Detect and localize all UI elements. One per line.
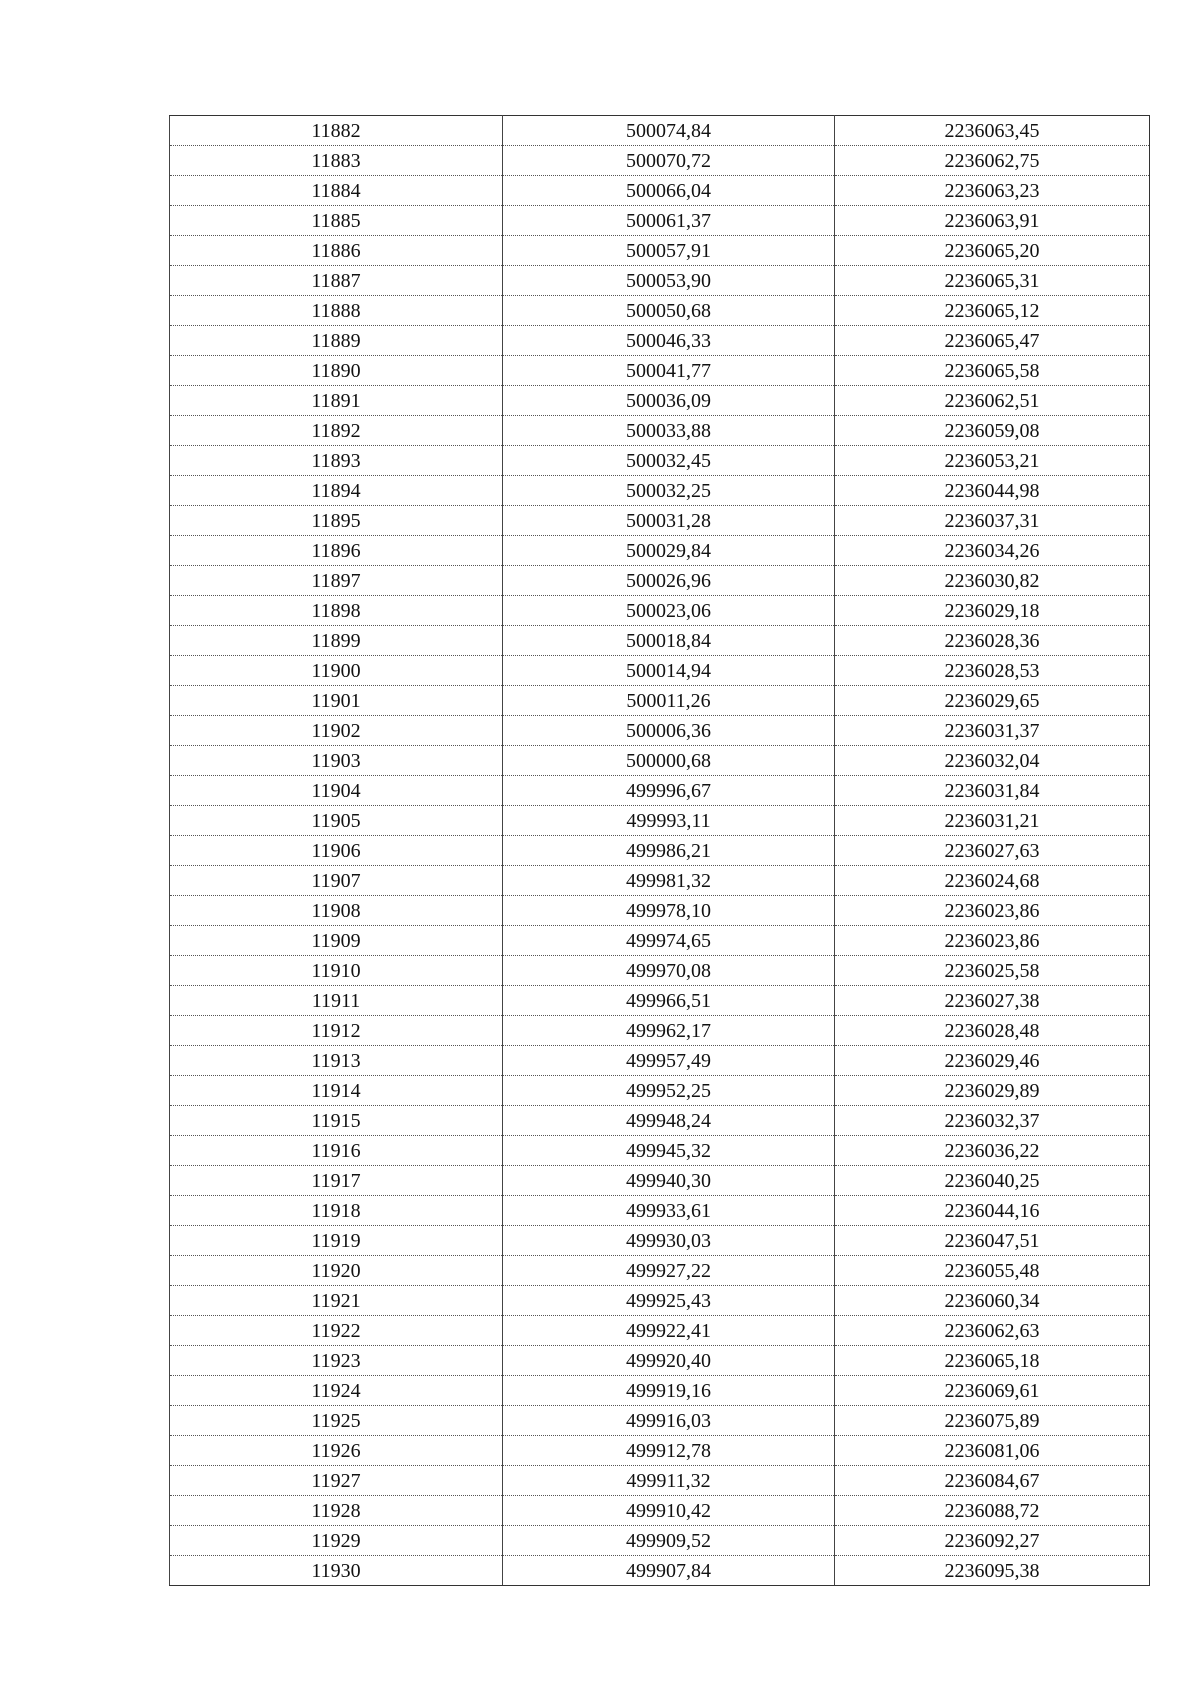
y-coordinate-cell: 2236030,82 — [835, 566, 1150, 596]
x-coordinate-cell: 500029,84 — [503, 536, 835, 566]
point-number-cell: 11911 — [170, 986, 503, 1016]
y-coordinate-cell: 2236065,47 — [835, 326, 1150, 356]
table-row — [170, 176, 1150, 206]
table-row — [170, 626, 1150, 656]
table-row — [170, 926, 1150, 956]
x-coordinate-cell: 499911,32 — [503, 1466, 835, 1496]
x-coordinate-cell: 499948,24 — [503, 1106, 835, 1136]
point-number-cell: 11902 — [170, 716, 503, 746]
point-number-cell: 11905 — [170, 806, 503, 836]
x-coordinate-cell: 499986,21 — [503, 836, 835, 866]
y-coordinate-cell: 2236088,72 — [835, 1496, 1150, 1526]
y-coordinate-cell: 2236095,38 — [835, 1556, 1150, 1586]
table-row — [170, 476, 1150, 506]
table-row — [170, 416, 1150, 446]
table-row — [170, 1526, 1150, 1556]
point-number-cell: 11896 — [170, 536, 503, 566]
x-coordinate-cell: 499970,08 — [503, 956, 835, 986]
x-coordinate-cell: 499966,51 — [503, 986, 835, 1016]
point-number-cell: 11907 — [170, 866, 503, 896]
y-coordinate-cell: 2236060,34 — [835, 1286, 1150, 1316]
point-number-cell: 11898 — [170, 596, 503, 626]
table-row — [170, 536, 1150, 566]
table-row — [170, 1376, 1150, 1406]
point-number-cell: 11883 — [170, 146, 503, 176]
point-number-cell: 11890 — [170, 356, 503, 386]
table-row — [170, 326, 1150, 356]
point-number-cell: 11904 — [170, 776, 503, 806]
x-coordinate-cell: 500033,88 — [503, 416, 835, 446]
table-row — [170, 686, 1150, 716]
point-number-cell: 11930 — [170, 1556, 503, 1586]
table-row — [170, 446, 1150, 476]
table-row — [170, 1016, 1150, 1046]
x-coordinate-cell: 499912,78 — [503, 1436, 835, 1466]
y-coordinate-cell: 2236027,63 — [835, 836, 1150, 866]
point-number-cell: 11894 — [170, 476, 503, 506]
point-number-cell: 11920 — [170, 1256, 503, 1286]
x-coordinate-cell: 500031,28 — [503, 506, 835, 536]
point-number-cell: 11909 — [170, 926, 503, 956]
point-number-cell: 11922 — [170, 1316, 503, 1346]
point-number-cell: 11926 — [170, 1436, 503, 1466]
y-coordinate-cell: 2236063,23 — [835, 176, 1150, 206]
y-coordinate-cell: 2236023,86 — [835, 896, 1150, 926]
table-row — [170, 1316, 1150, 1346]
y-coordinate-cell: 2236062,63 — [835, 1316, 1150, 1346]
point-number-cell: 11917 — [170, 1166, 503, 1196]
table-row — [170, 1286, 1150, 1316]
x-coordinate-cell: 499981,32 — [503, 866, 835, 896]
y-coordinate-cell: 2236062,75 — [835, 146, 1150, 176]
table-row — [170, 986, 1150, 1016]
point-number-cell: 11897 — [170, 566, 503, 596]
y-coordinate-cell: 2236028,53 — [835, 656, 1150, 686]
y-coordinate-cell: 2236069,61 — [835, 1376, 1150, 1406]
table-row — [170, 266, 1150, 296]
table-row — [170, 596, 1150, 626]
point-number-cell: 11886 — [170, 236, 503, 266]
table-row — [170, 806, 1150, 836]
point-number-cell: 11888 — [170, 296, 503, 326]
x-coordinate-cell: 499909,52 — [503, 1526, 835, 1556]
table-row — [170, 386, 1150, 416]
point-number-cell: 11916 — [170, 1136, 503, 1166]
y-coordinate-cell: 2236065,58 — [835, 356, 1150, 386]
point-number-cell: 11895 — [170, 506, 503, 536]
point-number-cell: 11903 — [170, 746, 503, 776]
table-row — [170, 1166, 1150, 1196]
y-coordinate-cell: 2236028,36 — [835, 626, 1150, 656]
x-coordinate-cell: 499945,32 — [503, 1136, 835, 1166]
x-coordinate-cell: 499910,42 — [503, 1496, 835, 1526]
point-number-cell: 11882 — [170, 116, 503, 146]
x-coordinate-cell: 500032,25 — [503, 476, 835, 506]
x-coordinate-cell: 499919,16 — [503, 1376, 835, 1406]
y-coordinate-cell: 2236062,51 — [835, 386, 1150, 416]
x-coordinate-cell: 500000,68 — [503, 746, 835, 776]
y-coordinate-cell: 2236084,67 — [835, 1466, 1150, 1496]
table-row — [170, 1106, 1150, 1136]
y-coordinate-cell: 2236053,21 — [835, 446, 1150, 476]
x-coordinate-cell: 499952,25 — [503, 1076, 835, 1106]
point-number-cell: 11899 — [170, 626, 503, 656]
x-coordinate-cell: 500041,77 — [503, 356, 835, 386]
table-row — [170, 146, 1150, 176]
x-coordinate-cell: 500018,84 — [503, 626, 835, 656]
x-coordinate-cell: 499916,03 — [503, 1406, 835, 1436]
y-coordinate-cell: 2236044,16 — [835, 1196, 1150, 1226]
table-row — [170, 896, 1150, 926]
point-number-cell: 11906 — [170, 836, 503, 866]
point-number-cell: 11929 — [170, 1526, 503, 1556]
point-number-cell: 11893 — [170, 446, 503, 476]
point-number-cell: 11892 — [170, 416, 503, 446]
y-coordinate-cell: 2236028,48 — [835, 1016, 1150, 1046]
x-coordinate-cell: 500050,68 — [503, 296, 835, 326]
table-row — [170, 656, 1150, 686]
x-coordinate-cell: 499957,49 — [503, 1046, 835, 1076]
y-coordinate-cell: 2236063,45 — [835, 116, 1150, 146]
table-row — [170, 866, 1150, 896]
x-coordinate-cell: 500006,36 — [503, 716, 835, 746]
point-number-cell: 11927 — [170, 1466, 503, 1496]
x-coordinate-cell: 499927,22 — [503, 1256, 835, 1286]
y-coordinate-cell: 2236092,27 — [835, 1526, 1150, 1556]
x-coordinate-cell: 500023,06 — [503, 596, 835, 626]
x-coordinate-cell: 500057,91 — [503, 236, 835, 266]
y-coordinate-cell: 2236047,51 — [835, 1226, 1150, 1256]
table-row — [170, 1136, 1150, 1166]
table-row — [170, 1346, 1150, 1376]
y-coordinate-cell: 2236075,89 — [835, 1406, 1150, 1436]
y-coordinate-cell: 2236065,18 — [835, 1346, 1150, 1376]
y-coordinate-cell: 2236065,12 — [835, 296, 1150, 326]
table-row — [170, 1466, 1150, 1496]
x-coordinate-cell: 499922,41 — [503, 1316, 835, 1346]
point-number-cell: 11900 — [170, 656, 503, 686]
x-coordinate-cell: 499962,17 — [503, 1016, 835, 1046]
point-number-cell: 11887 — [170, 266, 503, 296]
y-coordinate-cell: 2236031,21 — [835, 806, 1150, 836]
y-coordinate-cell: 2236027,38 — [835, 986, 1150, 1016]
x-coordinate-cell: 499933,61 — [503, 1196, 835, 1226]
y-coordinate-cell: 2236044,98 — [835, 476, 1150, 506]
y-coordinate-cell: 2236040,25 — [835, 1166, 1150, 1196]
x-coordinate-cell: 500070,72 — [503, 146, 835, 176]
table-row — [170, 296, 1150, 326]
point-number-cell: 11921 — [170, 1286, 503, 1316]
point-number-cell: 11928 — [170, 1496, 503, 1526]
x-coordinate-cell: 500014,94 — [503, 656, 835, 686]
table-row — [170, 1226, 1150, 1256]
table-row — [170, 956, 1150, 986]
point-number-cell: 11914 — [170, 1076, 503, 1106]
y-coordinate-cell: 2236023,86 — [835, 926, 1150, 956]
x-coordinate-cell: 500066,04 — [503, 176, 835, 206]
point-number-cell: 11924 — [170, 1376, 503, 1406]
x-coordinate-cell: 499974,65 — [503, 926, 835, 956]
table-row — [170, 506, 1150, 536]
point-number-cell: 11884 — [170, 176, 503, 206]
coordinates-table — [169, 115, 1150, 1586]
table-row — [170, 356, 1150, 386]
table-row — [170, 116, 1150, 146]
y-coordinate-cell: 2236063,91 — [835, 206, 1150, 236]
y-coordinate-cell: 2236029,18 — [835, 596, 1150, 626]
table-row — [170, 776, 1150, 806]
y-coordinate-cell: 2236029,65 — [835, 686, 1150, 716]
table-row — [170, 716, 1150, 746]
point-number-cell: 11885 — [170, 206, 503, 236]
y-coordinate-cell: 2236031,37 — [835, 716, 1150, 746]
table-row — [170, 1046, 1150, 1076]
table-row — [170, 236, 1150, 266]
x-coordinate-cell: 499920,40 — [503, 1346, 835, 1376]
y-coordinate-cell: 2236029,89 — [835, 1076, 1150, 1106]
y-coordinate-cell: 2236032,04 — [835, 746, 1150, 776]
x-coordinate-cell: 499978,10 — [503, 896, 835, 926]
y-coordinate-cell: 2236059,08 — [835, 416, 1150, 446]
x-coordinate-cell: 500074,84 — [503, 116, 835, 146]
y-coordinate-cell: 2236032,37 — [835, 1106, 1150, 1136]
y-coordinate-cell: 2236065,20 — [835, 236, 1150, 266]
point-number-cell: 11918 — [170, 1196, 503, 1226]
point-number-cell: 11915 — [170, 1106, 503, 1136]
table-row — [170, 1436, 1150, 1466]
point-number-cell: 11923 — [170, 1346, 503, 1376]
x-coordinate-cell: 500061,37 — [503, 206, 835, 236]
y-coordinate-cell: 2236025,58 — [835, 956, 1150, 986]
x-coordinate-cell: 500046,33 — [503, 326, 835, 356]
point-number-cell: 11910 — [170, 956, 503, 986]
y-coordinate-cell: 2236055,48 — [835, 1256, 1150, 1286]
point-number-cell: 11925 — [170, 1406, 503, 1436]
x-coordinate-cell: 500053,90 — [503, 266, 835, 296]
y-coordinate-cell: 2236065,31 — [835, 266, 1150, 296]
table-row — [170, 566, 1150, 596]
point-number-cell: 11913 — [170, 1046, 503, 1076]
x-coordinate-cell: 499930,03 — [503, 1226, 835, 1256]
table-row — [170, 746, 1150, 776]
x-coordinate-cell: 500026,96 — [503, 566, 835, 596]
x-coordinate-cell: 499940,30 — [503, 1166, 835, 1196]
y-coordinate-cell: 2236036,22 — [835, 1136, 1150, 1166]
coordinates-table-body — [170, 116, 1150, 1586]
point-number-cell: 11901 — [170, 686, 503, 716]
table-row — [170, 1556, 1150, 1586]
y-coordinate-cell: 2236034,26 — [835, 536, 1150, 566]
table-row — [170, 1256, 1150, 1286]
point-number-cell: 11912 — [170, 1016, 503, 1046]
table-row — [170, 1076, 1150, 1106]
x-coordinate-cell: 499993,11 — [503, 806, 835, 836]
x-coordinate-cell: 499925,43 — [503, 1286, 835, 1316]
table-row — [170, 1196, 1150, 1226]
point-number-cell: 11889 — [170, 326, 503, 356]
point-number-cell: 11891 — [170, 386, 503, 416]
table-row — [170, 206, 1150, 236]
y-coordinate-cell: 2236031,84 — [835, 776, 1150, 806]
x-coordinate-cell: 500032,45 — [503, 446, 835, 476]
x-coordinate-cell: 500011,26 — [503, 686, 835, 716]
point-number-cell: 11908 — [170, 896, 503, 926]
y-coordinate-cell: 2236081,06 — [835, 1436, 1150, 1466]
table-row — [170, 836, 1150, 866]
point-number-cell: 11919 — [170, 1226, 503, 1256]
y-coordinate-cell: 2236037,31 — [835, 506, 1150, 536]
x-coordinate-cell: 500036,09 — [503, 386, 835, 416]
table-row — [170, 1496, 1150, 1526]
y-coordinate-cell: 2236029,46 — [835, 1046, 1150, 1076]
table-row — [170, 1406, 1150, 1436]
x-coordinate-cell: 499996,67 — [503, 776, 835, 806]
x-coordinate-cell: 499907,84 — [503, 1556, 835, 1586]
y-coordinate-cell: 2236024,68 — [835, 866, 1150, 896]
